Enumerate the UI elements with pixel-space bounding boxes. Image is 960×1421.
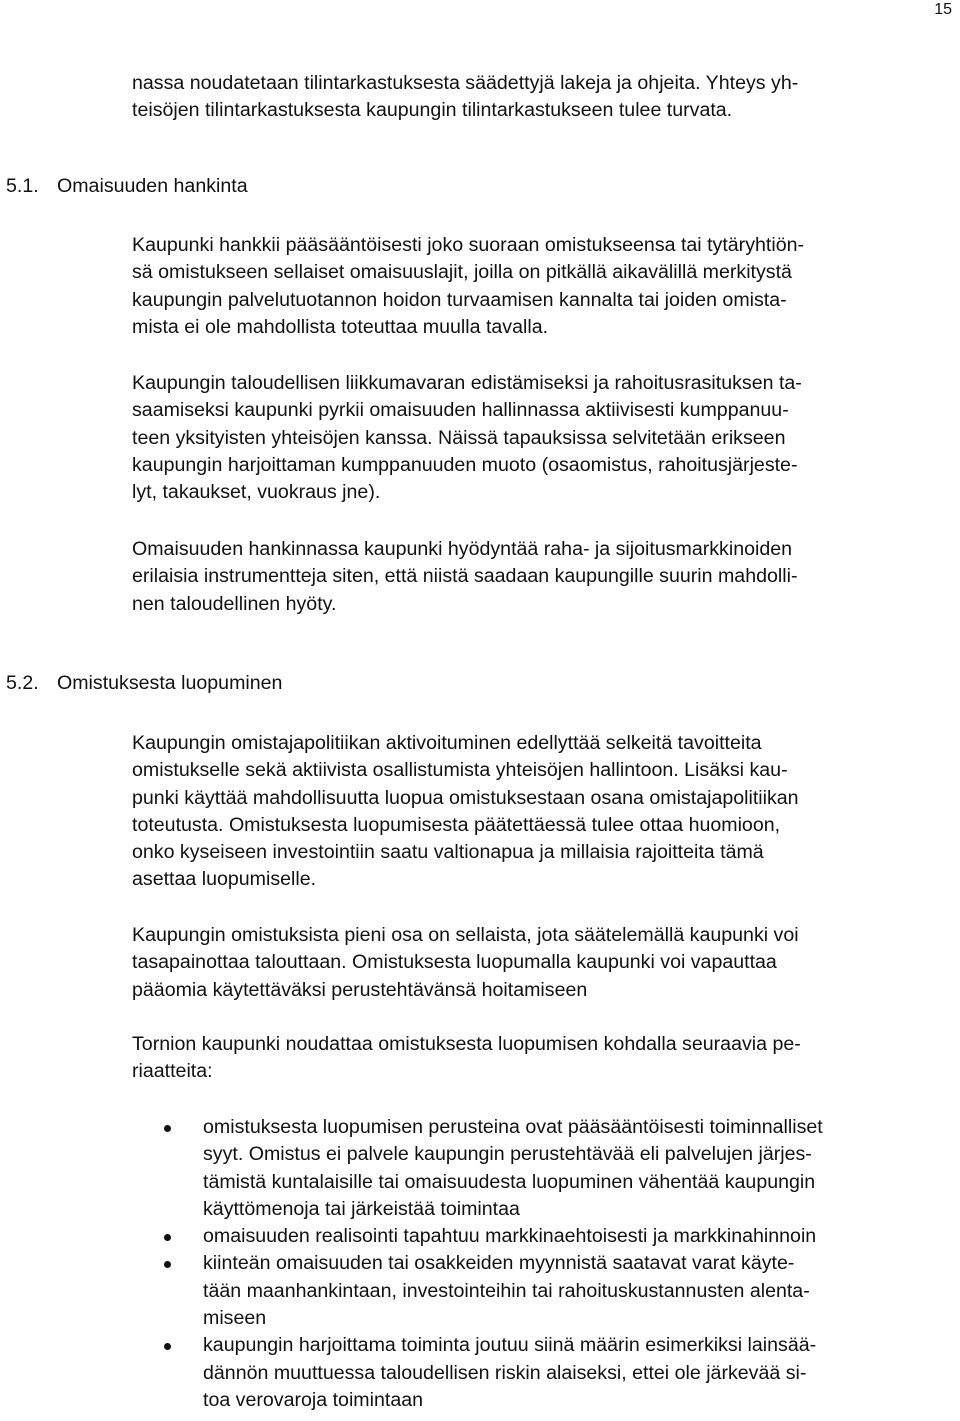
- section-5-1-paragraph-3: [132, 536, 797, 618]
- paragraph-line: erilaisia instrumentteja siten, että niistä saadaan kaupungille suurin mahdolli-: [132, 565, 798, 588]
- intro-paragraph: [132, 70, 798, 125]
- section-5-2-paragraph-2: [132, 922, 799, 1004]
- paragraph-line: riaatteita:: [132, 1060, 213, 1083]
- paragraph-line: lyt, takaukset, vuokraus jne).: [132, 481, 381, 504]
- bullet-line: miseen: [203, 1307, 267, 1330]
- bullet-icon: [164, 1261, 171, 1268]
- section-5-1-paragraph-1: [132, 232, 804, 341]
- paragraph-line: teisöjen tilintarkastuksesta kaupungin tilintarkastukseen tulee turvata.: [132, 99, 733, 122]
- bullet-icon: [164, 1343, 171, 1350]
- paragraph-line: pääomia käytettäväksi perustehtävänsä hoitamiseen: [132, 978, 588, 1001]
- bullet-text: [203, 1223, 823, 1250]
- paragraph-line: kaupungin palvelutuotannon hoidon turvaamisen kannalta tai joiden omista-: [132, 288, 787, 311]
- paragraph-line: Tornion kaupunki noudattaa omistuksesta luopumisen kohdalla seuraavia pe-: [132, 1033, 801, 1055]
- paragraph-line: asettaa luopumiselle.: [132, 868, 317, 891]
- page-number: 15: [934, 1, 952, 18]
- section-number: 5.2.: [6, 672, 39, 694]
- bullet-text: [203, 1332, 823, 1414]
- section-5-1-paragraph-2: [132, 370, 802, 506]
- bullet-line: omistuksesta luopumisen perusteina ovat pääsääntöisesti toiminnalliset: [203, 1116, 823, 1138]
- paragraph-line: Kaupungin omistuksista pieni osa on sellaista, jota säätelemällä kaupunki voi: [132, 924, 799, 946]
- paragraph-line: Omaisuuden hankinnassa kaupunki hyödyntää raha- ja sijoitusmarkkinoiden: [132, 538, 793, 560]
- section-5-2-paragraph-1: [132, 730, 799, 894]
- bullet-line: tään maanhankintaan, investointeihin tai rahoituskustannusten alenta-: [203, 1279, 810, 1302]
- paragraph-line: toteutusta. Omistuksesta luopumisesta päätettäessä tulee ottaa huomioon,: [132, 813, 781, 836]
- paragraph-line: Kaupunki hankkii pääsääntöisesti joko suoraan omistukseensa tai tytäryhtiön-: [132, 234, 805, 256]
- paragraph-line: saamiseksi kaupunki pyrkii omaisuuden hallinnassa aktiivisesti kumppanuu-: [132, 399, 789, 422]
- bullet-item: [0, 1114, 823, 1223]
- paragraph-line: nen taloudellinen hyöty.: [132, 592, 337, 615]
- bullet-line: kaupungin harjoittama toiminta joutuu siinä määrin esimerkiksi lainsää-: [203, 1334, 817, 1357]
- paragraph-line: teen yksityisten yhteisöjen kanssa. Näissä tapauksissa selvitetään erikseen: [132, 426, 786, 449]
- paragraph-line: sä omistukseen sellaiset omaisuuslajit, joilla on pitkällä aikavälillä merkitystä: [132, 261, 792, 284]
- bullet-text: [203, 1114, 823, 1223]
- paragraph-line: omistukselle sekä aktiivista osallistumista yhteisöjen hallintoon. Lisäksi kau-: [132, 759, 788, 782]
- paragraph-line: kaupungin harjoittaman kumppanuuden muoto (osaomistus, rahoitusjärjeste-: [132, 453, 798, 476]
- section-5-2-paragraph-3: [132, 1031, 801, 1086]
- bullet-line: toa verovaroja toimintaan: [203, 1388, 424, 1411]
- paragraph-line: mista ei ole mahdollista toteuttaa muulla tavalla.: [132, 315, 549, 338]
- principles-bullet-list: [0, 1114, 823, 1414]
- bullet-item: [0, 1223, 823, 1250]
- bullet-item: [0, 1332, 823, 1414]
- bullet-icon: [164, 1125, 171, 1132]
- bullet-line: käyttömenoja tai järkeistää toimintaa: [203, 1197, 520, 1220]
- section-title: Omaisuuden hankinta: [57, 175, 248, 197]
- paragraph-line: tasapainottaa talouttaan. Omistuksesta luopumalla kaupunki voi vapauttaa: [132, 951, 777, 974]
- bullet-line: syyt. Omistus ei palvele kaupungin perustehtävää eli palvelujen järjes-: [203, 1143, 812, 1166]
- bullet-line: tämistä kuntalaisille tai omaisuudesta luopuminen vähentää kaupungin: [203, 1170, 816, 1193]
- paragraph-line: onko kyseiseen investointiin saatu valtionapua ja millaisia rajoitteita tämä: [132, 841, 764, 864]
- bullet-line: omaisuuden realisointi tapahtuu markkinaehtoisesti ja markkinahinnoin: [203, 1225, 817, 1248]
- bullet-item: [0, 1250, 823, 1332]
- paragraph-line: Kaupungin taloudellisen liikkumavaran edistämiseksi ja rahoitusrasituksen ta-: [132, 372, 802, 394]
- paragraph-line: Kaupungin omistajapolitiikan aktivoituminen edellyttää selkeitä tavoitteita: [132, 732, 762, 754]
- bullet-icon: [164, 1234, 171, 1241]
- paragraph-line: nassa noudatetaan tilintarkastuksesta säädettyjä lakeja ja ohjeita. Yhteys yh-: [132, 72, 799, 94]
- section-title: Omistuksesta luopuminen: [57, 672, 283, 694]
- bullet-line: kiinteän omaisuuden tai osakkeiden myynnistä saatavat varat käyte-: [203, 1252, 795, 1275]
- bullet-line: dännön muuttuessa taloudellisen riskin alaiseksi, ettei ole järkevää si-: [203, 1361, 807, 1384]
- section-number: 5.1.: [6, 175, 39, 197]
- bullet-text: [203, 1250, 823, 1332]
- paragraph-line: punki käyttää mahdollisuutta luopua omistuksestaan osana omistajapolitiikan: [132, 786, 799, 809]
